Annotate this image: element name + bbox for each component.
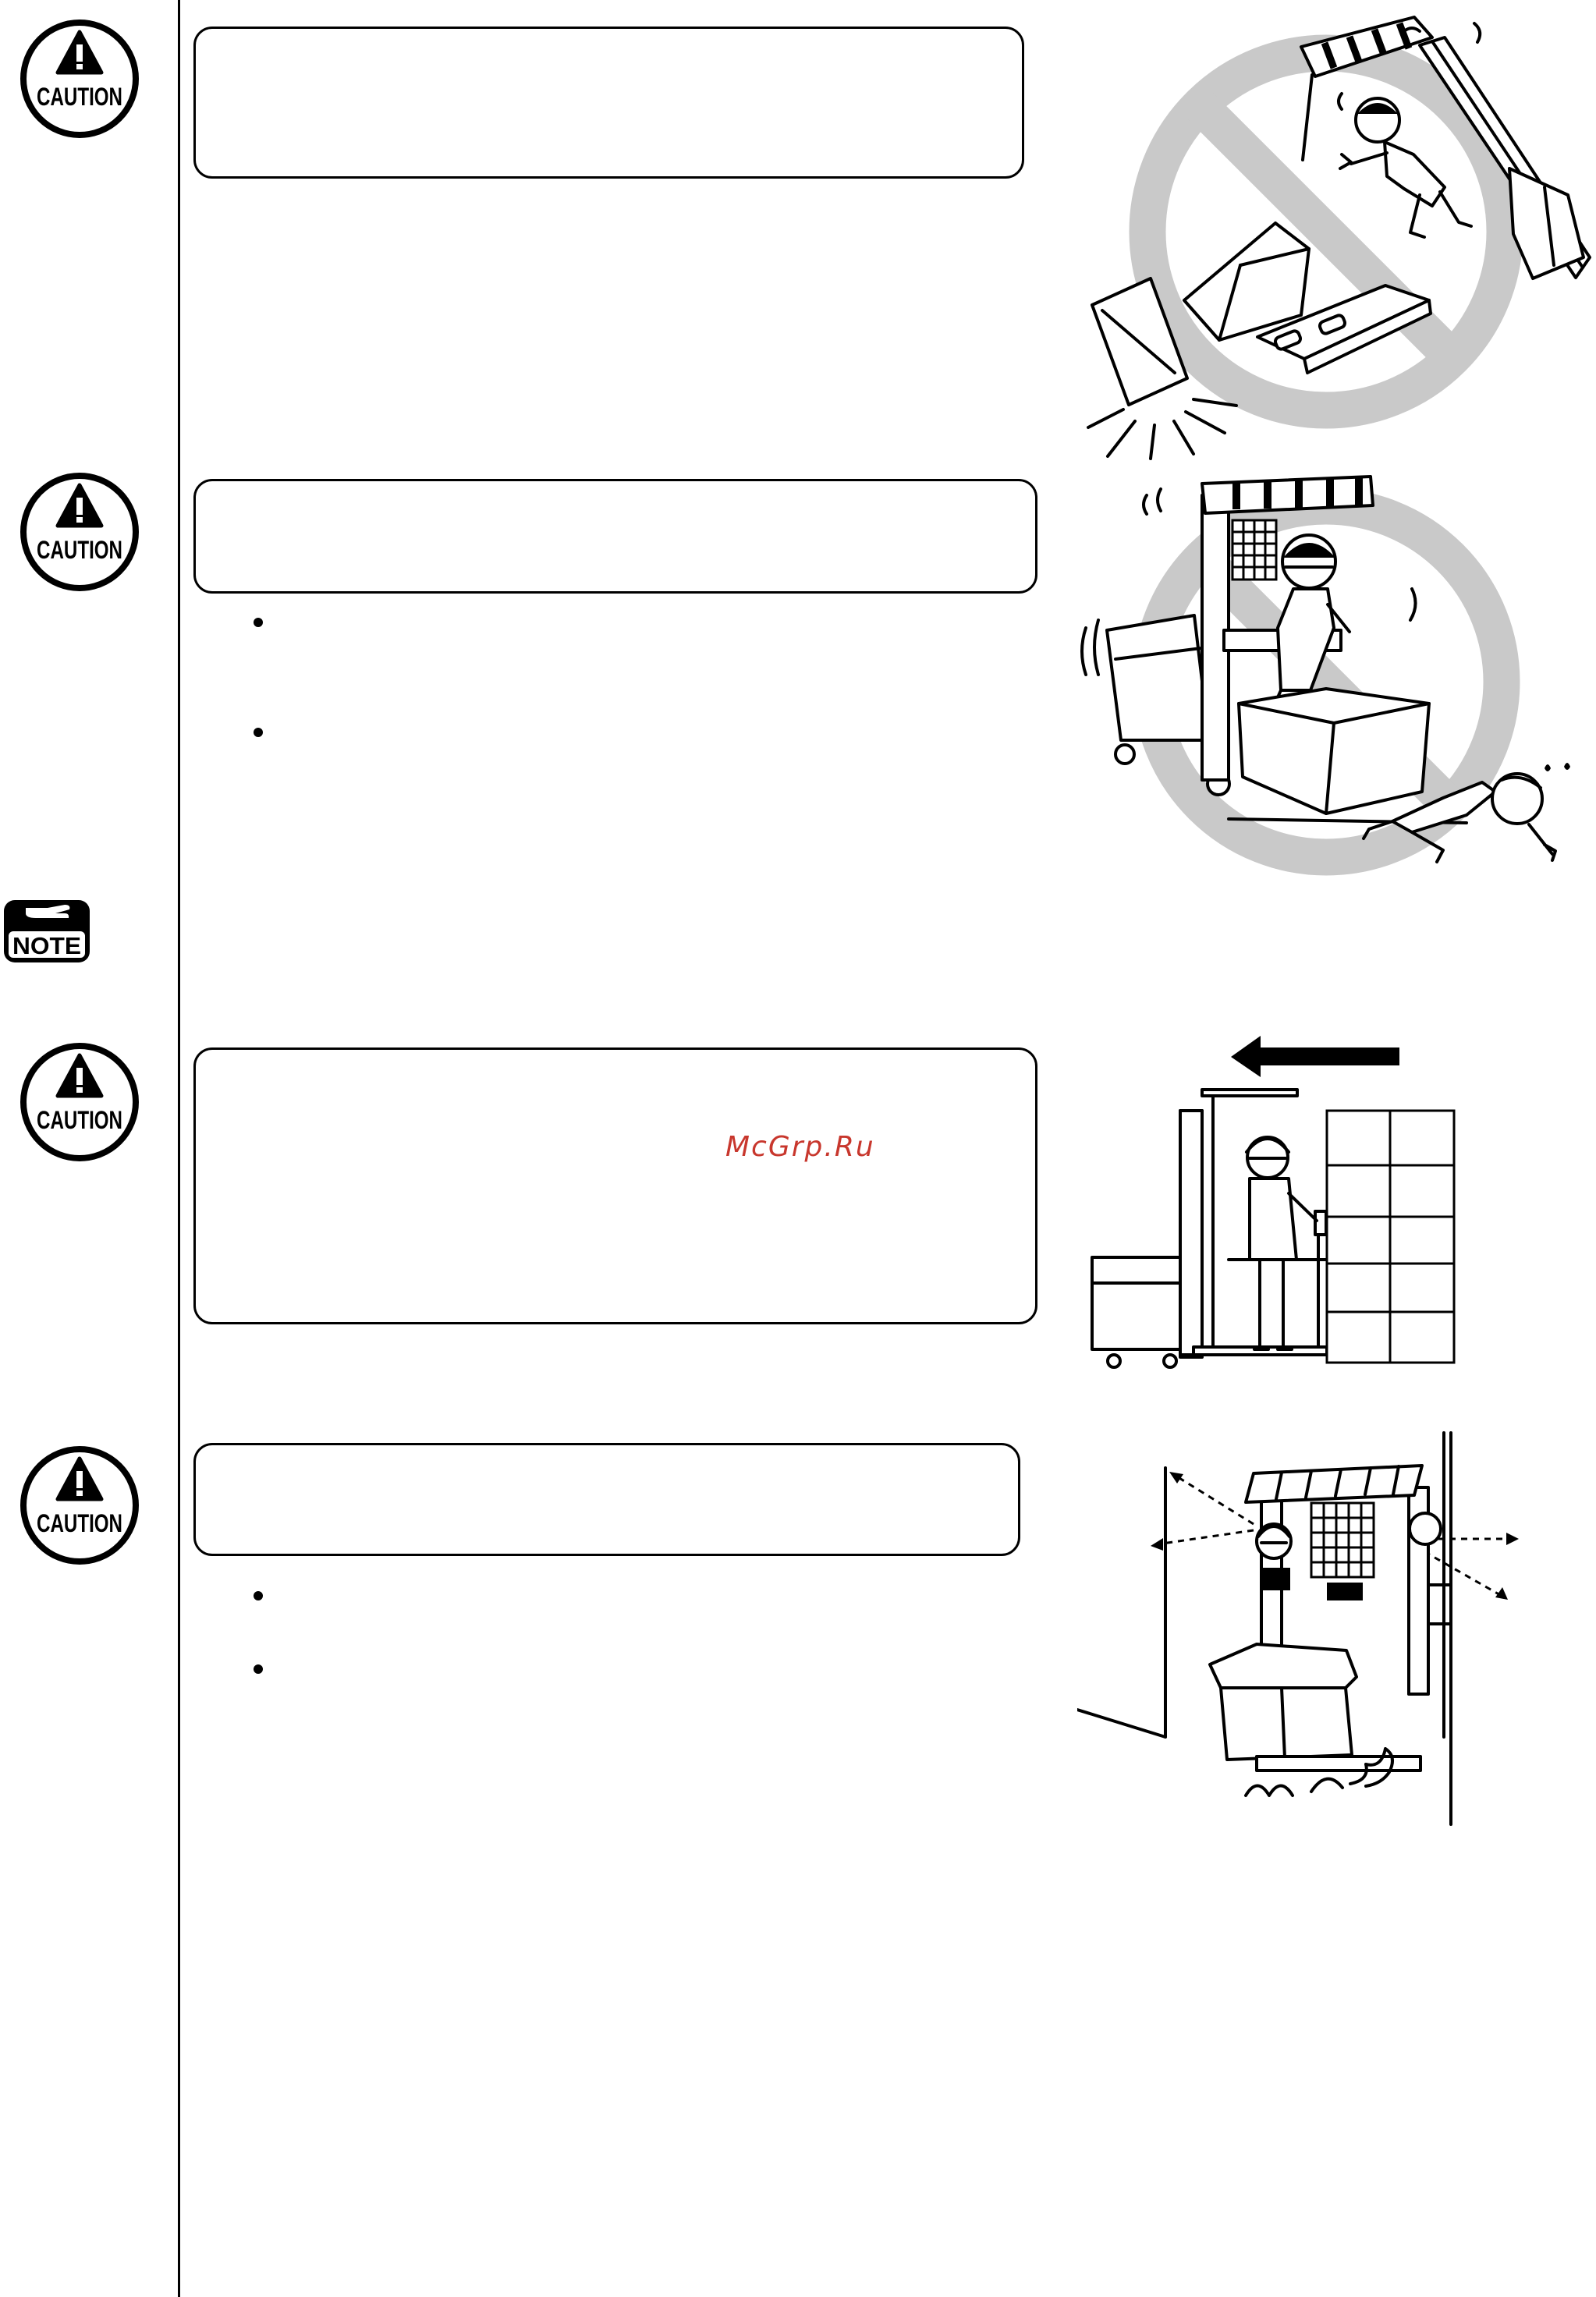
mesh-guard: [1232, 520, 1276, 580]
illustration-travel-direction: [1084, 1033, 1459, 1373]
illustration-runover-prohibited: [1076, 472, 1584, 877]
note-icon: [2, 899, 91, 964]
forklift: [1092, 1090, 1334, 1367]
travel-direction-arrow-icon: [1231, 1036, 1399, 1077]
operator: [1247, 1137, 1317, 1349]
forklift: [1210, 1466, 1450, 1771]
caution-icon: [17, 16, 142, 141]
caution-icon: [17, 470, 142, 594]
bullet-point: [254, 1664, 263, 1674]
impact-lines: [1088, 399, 1236, 459]
illustration-aisle-lookout: [1077, 1429, 1530, 1827]
caution-label: CAUTION: [37, 1106, 122, 1134]
caution-label: CAUTION: [37, 536, 122, 564]
caution-icon: [17, 1443, 142, 1568]
watermark: McGrp.Ru: [725, 1131, 875, 1163]
storage-rack: [1327, 1111, 1454, 1363]
note-label: NOTE: [12, 932, 81, 959]
caution-box-2: [193, 479, 1037, 594]
margin-rule: [178, 0, 180, 2297]
caution-box-1: [193, 27, 1024, 179]
bullet-point: [254, 1591, 263, 1600]
caution-box-3: [193, 1047, 1037, 1324]
caution-icon: [17, 1040, 142, 1164]
illustration-tipover-prohibited: [1076, 0, 1591, 460]
mesh-guard: [1311, 1503, 1374, 1577]
bullet-point: [254, 728, 263, 737]
caution-box-4: [193, 1443, 1020, 1556]
caution-label: CAUTION: [37, 1509, 122, 1537]
bullet-point: [254, 618, 263, 627]
caution-label: CAUTION: [37, 83, 122, 111]
